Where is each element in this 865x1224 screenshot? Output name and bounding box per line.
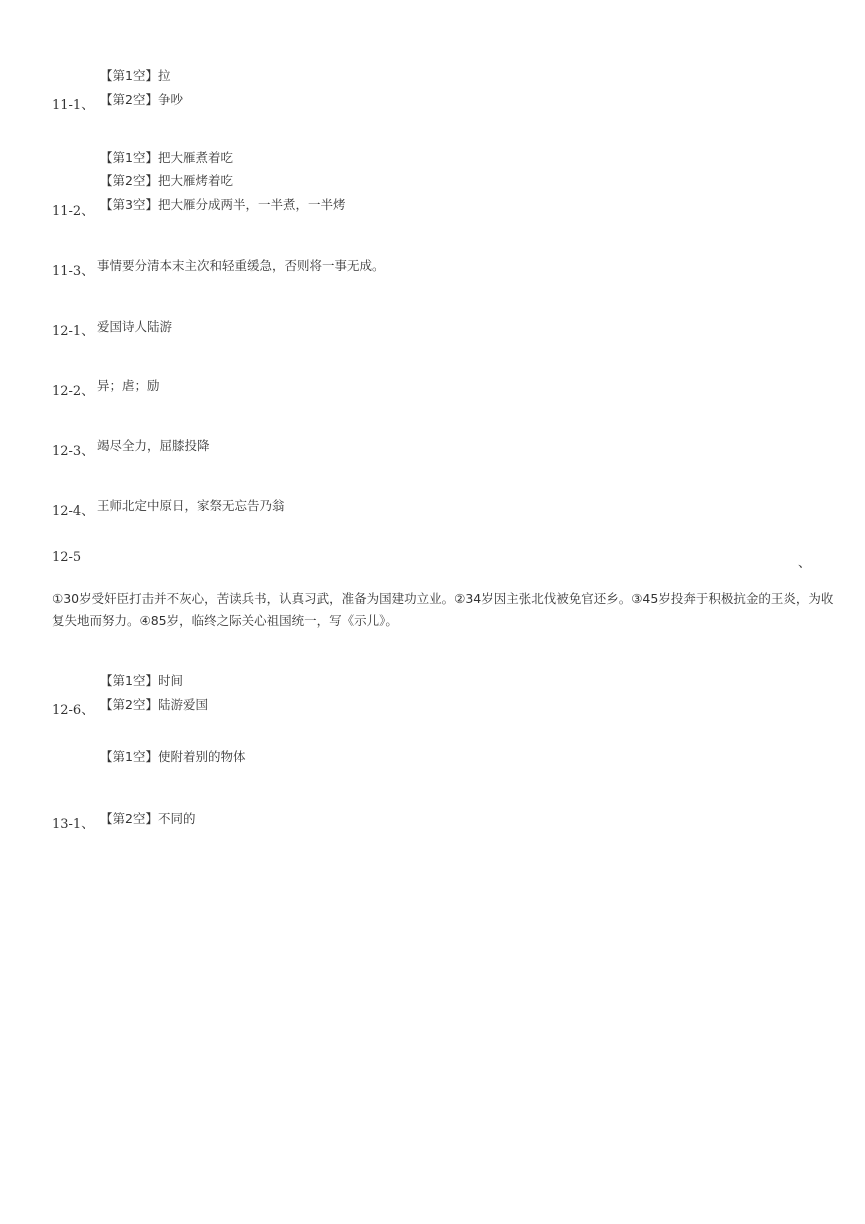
answer-12-6-blank-1: 【第1空】时间 bbox=[100, 673, 183, 688]
question-number-12-4: 12-4、 bbox=[52, 504, 95, 519]
answer-12-4-text: 王师北定中原日，家祭无忘告乃翁 bbox=[97, 498, 285, 513]
answer-11-2-blank-1: 【第1空】把大雁煮着吃 bbox=[100, 150, 233, 165]
answer-11-1-blank-1: 【第1空】拉 bbox=[100, 68, 171, 83]
question-number-13-1: 13-1、 bbox=[52, 817, 95, 832]
answer-13-1-blank-2: 【第2空】不同的 bbox=[100, 811, 196, 826]
answer-12-5-paragraph: ①30岁受奸臣打击并不灰心，苦读兵书，认真习武，准备为国建功立业。②34岁因主张北伐被免官还乡。③45岁投奔于积极抗金的王炎，为收复失地而努力。④85岁，临终之际关心祖国统一，写《示儿》。 bbox=[52, 591, 834, 628]
question-number-12-2: 12-2、 bbox=[52, 384, 95, 399]
answer-11-1-blank-2: 【第2空】争吵 bbox=[100, 92, 183, 107]
question-number-12-3: 12-3、 bbox=[52, 444, 95, 459]
question-number-12-1: 12-1、 bbox=[52, 324, 95, 339]
answer-11-2-blank-3: 【第3空】把大雁分成两半，一半煮，一半烤 bbox=[100, 197, 346, 212]
answer-11-2-blank-2: 【第2空】把大雁烤着吃 bbox=[100, 173, 233, 188]
question-number-11-2: 11-2、 bbox=[52, 204, 95, 219]
question-number-11-1: 11-1、 bbox=[52, 98, 95, 113]
answer-12-2-text: 异；虐；励 bbox=[97, 378, 160, 393]
question-number-12-6: 12-6、 bbox=[52, 703, 95, 718]
trailing-mark: 、 bbox=[798, 556, 812, 571]
answer-12-1-text: 爱国诗人陆游 bbox=[97, 319, 173, 334]
answer-12-3-text: 竭尽全力，屈膝投降 bbox=[97, 438, 210, 453]
answer-12-6-blank-2: 【第2空】陆游爱国 bbox=[100, 697, 208, 712]
question-number-11-3: 11-3、 bbox=[52, 264, 95, 279]
answer-13-1-blank-1: 【第1空】使附着别的物体 bbox=[100, 749, 246, 764]
answer-11-3-text: 事情要分清本末主次和轻重缓急，否则将一事无成。 bbox=[97, 258, 385, 273]
question-number-12-5: 12-5 bbox=[52, 550, 82, 565]
